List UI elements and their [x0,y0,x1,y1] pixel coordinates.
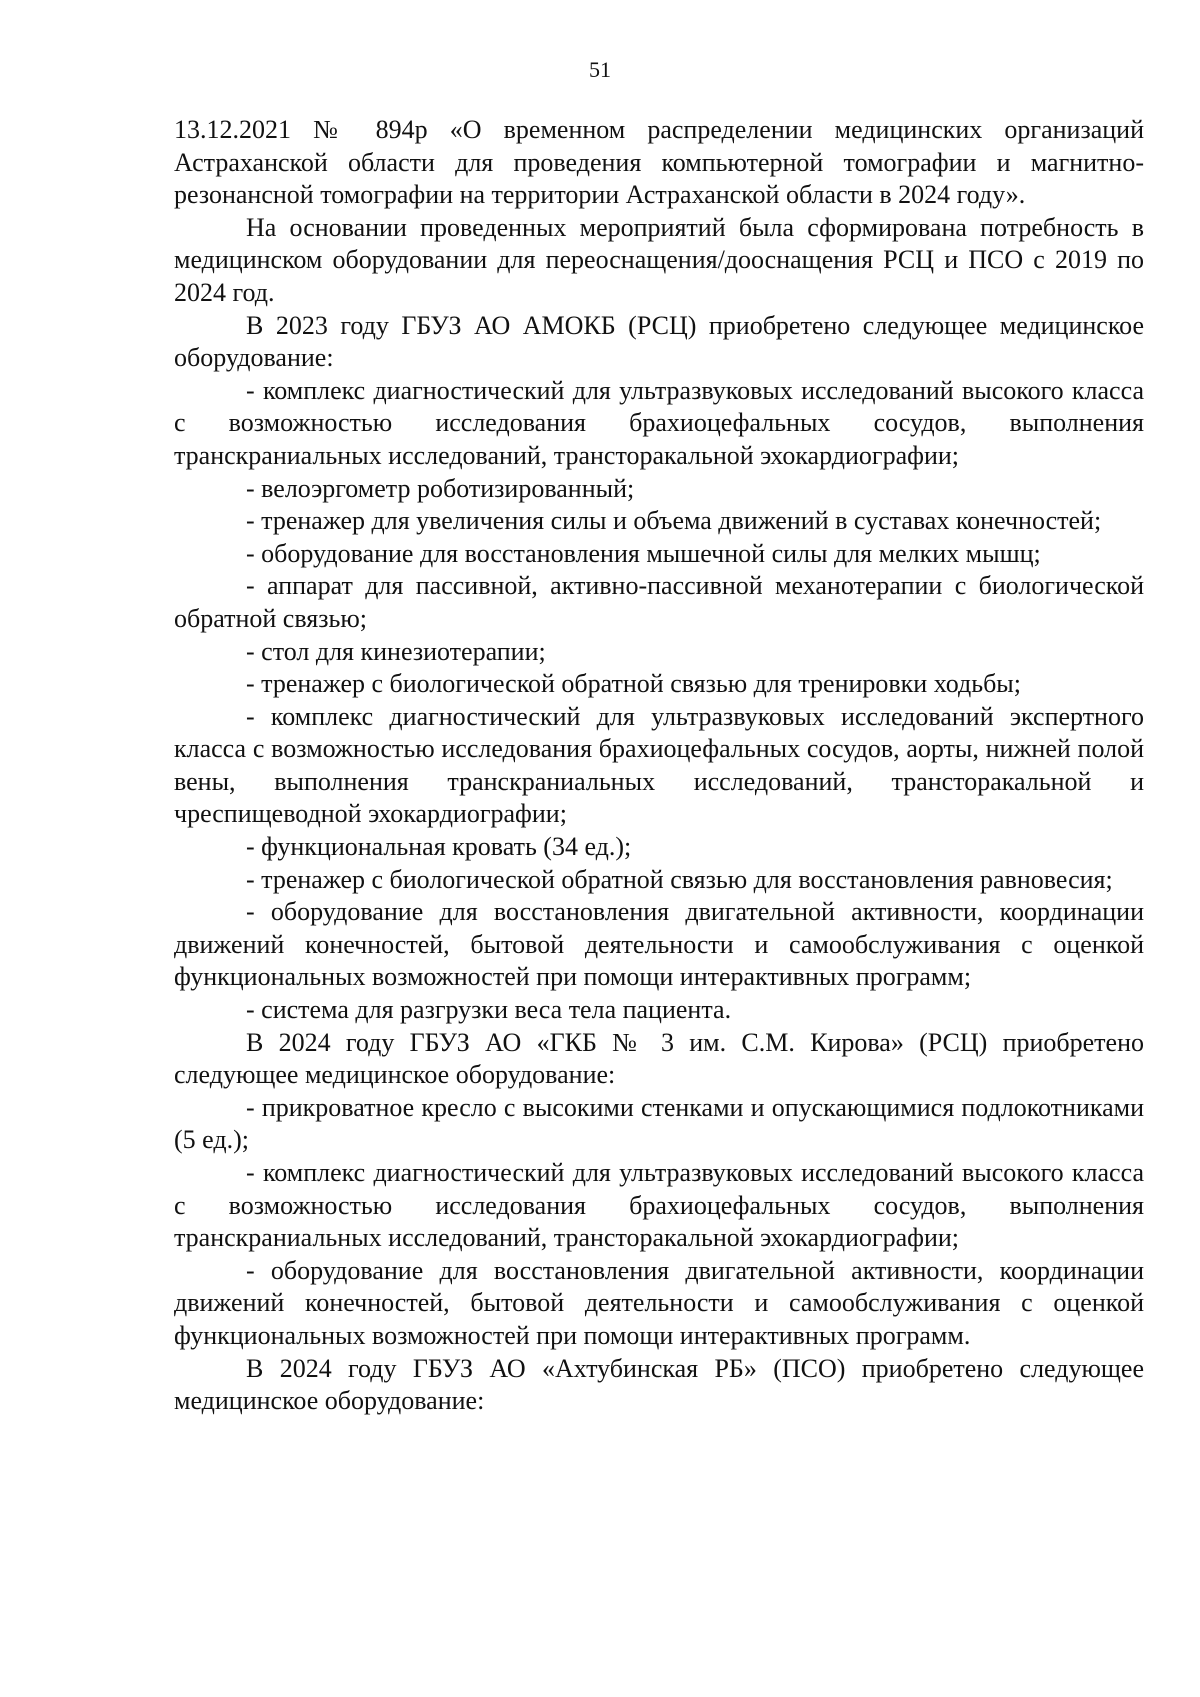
list-item: - прикроватное кресло с высокими стенками и опускающимися подлокотниками (5 ед.); [174,1092,1144,1155]
list-item: - система для разгрузки веса тела пациента. [246,995,732,1025]
paragraph-2024-gkb3-intro: В 2024 году ГБУЗ АО «ГКБ № 3 им. С.М. Кирова» (РСЦ) приобретено следующее медицинское оборудование: [174,1027,1144,1090]
list-item: - оборудование для восстановления двигательной активности, координации движений конечностей, бытовой деятельности и самообслуживания с оценкой функциональных возможностей при помощи интерактивных программ. [174,1255,1144,1350]
list-item: - оборудование для восстановления двигательной активности, координации движений конечностей, бытовой деятельности и самообслуживания с оценкой функциональных возможностей при помощи интерактивных программ; [174,897,1144,992]
list-item: - аппарат для пассивной, активно-пассивной механотерапии с биологической обратной связью; [174,571,1144,633]
document-body [174,114,1144,1418]
list-item: - стол для кинезиотерапии; [246,636,546,666]
list-item: - функциональная кровать (34 ед.); [246,832,632,862]
paragraph-equipment-need: На основании проведенных мероприятий была сформирована потребность в медицинском оборудовании для переоснащения/дооснащения РСЦ и ПСО с 2019 по 2024 год. [174,212,1144,307]
list-item: - тренажер для увеличения силы и объема движений в суставах конечностей; [246,506,1102,536]
list-item: - оборудование для восстановления мышечной силы для мелких мышц; [246,538,1041,568]
list-item: - комплекс диагностический для ультразвуковых исследований высокого класса с возможностью исследования брахиоцефальных сосудов, выполнения транскраниальных исследований, трансторакальной эхокардиографии; [174,1158,1144,1253]
list-item: - тренажер с биологической обратной связью для восстановления равновесия; [246,864,1113,894]
list-item: - комплекс диагностический для ультразвуковых исследований экспертного класса с возможностью исследования брахиоцефальных сосудов, аорты, нижней полой вены, выполнения транскраниальных исследований, трансторакальной и чреспищеводной эхокардиографии; [174,701,1144,829]
paragraph-order-reference: 13.12.2021 № 894р «О временном распределении медицинских организаций Астраханской области для проведения компьютерной томографии и магнитно-резонансной томографии на территории Астраханской области в 2024 году». [174,115,1144,210]
list-item: - велоэргометр роботизированный; [246,473,635,503]
paragraph-2023-amokb-intro: В 2023 году ГБУЗ АО АМОКБ (РСЦ) приобретено следующее медицинское оборудование: [174,310,1144,373]
page-number: 51 [589,57,611,82]
list-item: - тренажер с биологической обратной связью для тренировки ходьбы; [246,669,1021,699]
paragraph-2024-akhtubinsk-intro: В 2024 году ГБУЗ АО «Ахтубинская РБ» (ПСО) приобретено следующее медицинское оборудование: [174,1353,1144,1416]
list-item: - комплекс диагностический для ультразвуковых исследований высокого класса с возможностью исследования брахиоцефальных сосудов, выполнения транскраниальных исследований, трансторакальной эхокардиографии; [174,375,1144,470]
